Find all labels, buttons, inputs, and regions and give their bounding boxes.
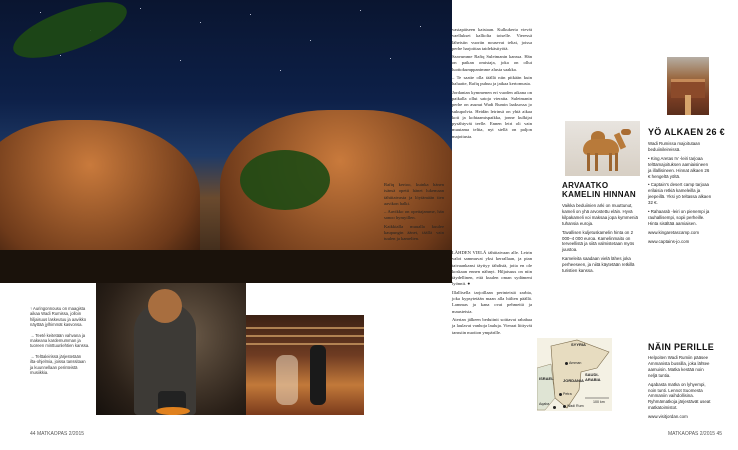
palm-tree: [240, 150, 330, 210]
paragraph: Aqabasta matka on lyhyempi, noin tunti. Lennot Suomesta Ammaniin vaihdollisina. Ryhmämatkoja järjestävät useat matkatoimistot.: [648, 381, 711, 411]
article-column-2: [384, 182, 444, 245]
paragraph: Jordanian kymmenen eri vuoden aikana on paikalla ollut satoja vieraita. Suleimanin perhe on asunut Wadi Rumin laaksossa jo sukupolvia. Heidän leirinsä on yhtä aikaa koti ja kohtaamispaikka, jonne kulkijat pysähtyvät teelle. Ennen leiri oli vain muutama teltta, nyt siellä on paljon majoitusta.: [452, 89, 532, 139]
photo-desert-camp: [667, 57, 709, 115]
web-link[interactable]: www.captains‑jo.com: [648, 238, 690, 244]
map-city-amman: Amman: [569, 361, 582, 365]
photo-tent-dance: [246, 315, 364, 415]
paragraph: Helpoiten Wadi Rumiin pääsee Ammanista bussilla, joka lähtee aamuisin. Matka kestää noin neljä tuntia.: [648, 355, 710, 378]
caption: ↑ Auringonnousu on maagista aikaa Wadi Rumissa, jolloin hiljaisuus laskeutuu ja aavikko näyttää jylhimmät kasvonsa.: [30, 306, 87, 328]
paragraph: Kaikkialla muualla kuulee kaupungin äänet, täällä vain tuulen ja kamelien.: [384, 223, 444, 242]
map-city-wadi-rum: Wadi Rum: [567, 404, 584, 408]
map-label-israel: ISRAEL: [539, 376, 554, 381]
photo-camel: [565, 121, 640, 176]
map-label-jordan: JORDANIA: [563, 378, 584, 383]
paragraph: Rafiq kertoo, kuinka hänen isänsä opetti hänet lukemaan tähtitaivasta ja löytämään tien aavikon halki.: [384, 182, 444, 206]
paragraph: Tavallisen kuljetuskamelin hinta on 2 000–4 000 euroa. Kamelinmaito on terveellistä ja siitä valmistetaan myös juustoa.: [562, 229, 635, 253]
paragraph: • Rahaarab ‑leiri on pienempi ja rauhallisempi, sopii perheille. Hinta sisältää aamiaisen.: [648, 209, 710, 226]
paragraph: Vaikka beduiinien arki on muuttunut, kameli on yhä arvostettu eläin. Hyvä kilpakameli voi maksaa jopa kymmeniä tuhansia euroja.: [562, 203, 638, 226]
paragraph: vastapäiseen kaistaan. Kulkukerta vievät vaellukset kalliolta toiselle. Vieressä läheisiin vuoriin nousevat teltat, joissa perhe harjoittaa taidekäsityötä.: [452, 27, 532, 51]
paragraph: – Te saatte olla täällä niin pitkään kuin haluatte, Rafiq puhuu ja jatkaa kertomusta.: [452, 75, 532, 87]
accommodation-text: [648, 141, 712, 248]
camel-sidebar-text: [562, 203, 638, 277]
page-folio-right: MATKAOPAS 2/2015 45: [668, 431, 723, 437]
paragraph: Saavumme Rafiq Suleimanin kanssa. Hän on paikan omistaja, joka on ollut luottokumppanimme alusta saakka.: [452, 54, 532, 72]
directions-text: [648, 355, 712, 423]
rock-formation-left: [0, 120, 200, 270]
paragraph: Kameleita saadaan vielä lähes joka perheeseen, ja niitä käytetään retkillä turistien kanssa.: [562, 256, 635, 274]
map-city-aqaba: Aqaba: [539, 402, 550, 406]
paragraph: • King Aretas IV ‑leiri tarjoaa telttamajoituksen aamiaisineen ja illallisineen. Hinnat alkaen 26 € hengeltä yöltä.: [648, 155, 710, 179]
map-city-petra: Petra: [563, 392, 572, 396]
web-link[interactable]: www.visitjordan.com: [648, 414, 688, 420]
directions-heading: NÄIN PERILLE: [648, 342, 715, 352]
map-marker-wadi-rum: [563, 405, 566, 408]
photo-bedouin-making-tea: [96, 283, 246, 415]
page-folio-left: 44 MATKAOPAS 2/2015: [30, 431, 85, 437]
paragraph: – Aavikko on opettajamme, hän sanoo hymyillen.: [384, 209, 444, 221]
web-link[interactable]: www.kingaretascamp.com: [648, 229, 699, 235]
map-marker-aqaba: [553, 406, 556, 409]
caption: → Teeté keitetään vahvana ja makeana kardemumman ja tuoreen minttuunlehtien kanssa.: [30, 332, 90, 349]
map-marker-petra: [559, 393, 562, 396]
paragraph: Aterian jälkeen beduiinit soittavat rababaa ja laulavat vanhoja lauluja. Vieraat liittyvät tanssiin nuotion ympärille.: [452, 316, 532, 335]
camel-heading: ARVAATKO KAMELIN HINNAN: [562, 181, 636, 199]
paragraph: Wadi Rumissa majoitutaan beduiinileireissä.: [648, 141, 701, 152]
paragraph: • Captain's desert camp tarjoaa erilaisia retkiä kameleilla ja jeepeillä. Yksi yö teltassa alkaen 32 €.: [648, 182, 712, 206]
map-label-syria: SYYRIA: [571, 342, 586, 347]
paragraph: Illallisella tarjoillaan perinteistä zarbia, joka kypsytetään maan alla hiilten päällä. Lammas ja kana ovat pehmeitä ja mausteisia.: [452, 289, 532, 314]
map-scale-label: 100 km: [593, 400, 605, 404]
paragraph: LÄHDEN VIELÄ tähtitaivaan alle. Leirin valot sammuvat yksi kerrallaan, ja pian taivaankansi täyttyy tähdistä, joita en ole koskaan ennen nähnyt. Hiljaisuus on niin täydellinen, että kuulen oman sydämeni lyönnit. ●: [452, 250, 532, 287]
jordan-map: [537, 338, 612, 411]
palm-leaf: [7, 0, 133, 69]
photo-captions: [30, 306, 90, 380]
article-column-3: [452, 250, 532, 338]
map-marker-amman: [565, 362, 568, 365]
caption: → Telttaleirissä järjestetään ilta‑ohjelmia, joissa tanssitaan ja kuunnellaan perinteistä musiikkia.: [30, 353, 86, 376]
article-column-1: [452, 27, 532, 142]
map-label-saudi-arabia: SAUDI-ARABIA: [585, 372, 601, 382]
price-heading: YÖ ALKAEN 26 €: [648, 127, 725, 137]
